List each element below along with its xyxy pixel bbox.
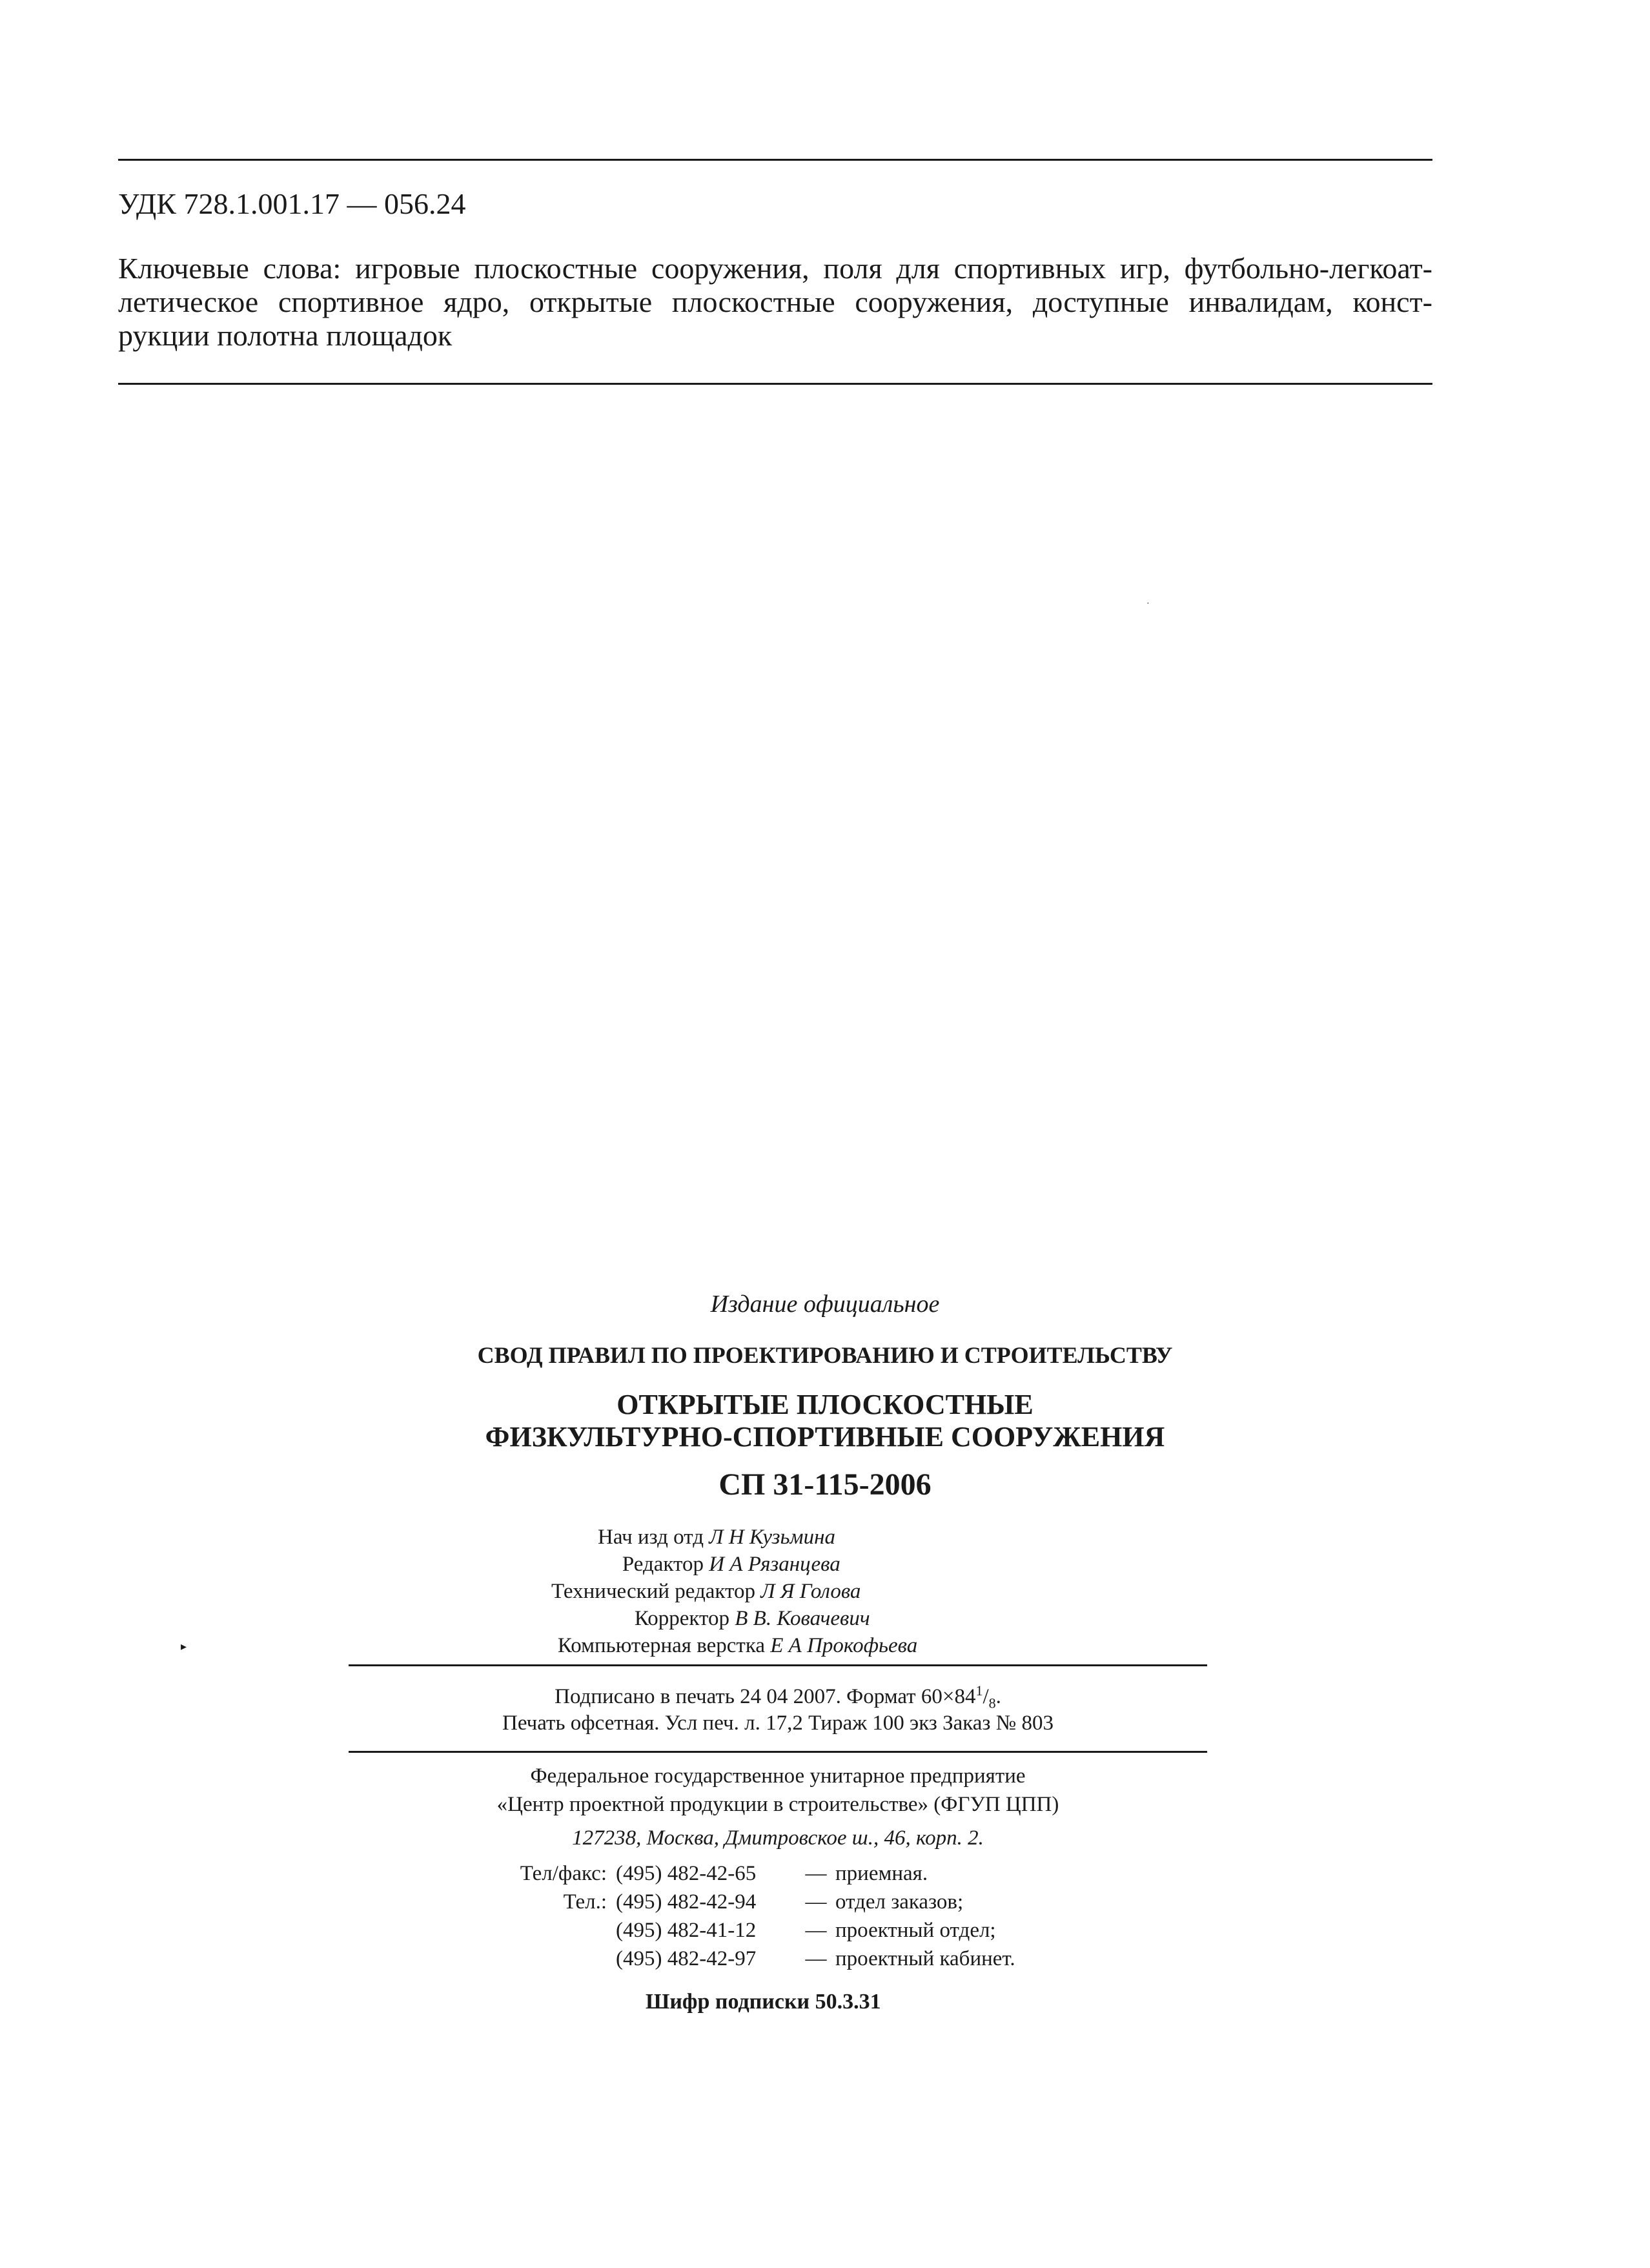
staff-name: Л Я Голова xyxy=(760,1580,861,1603)
contact-dash: — xyxy=(805,1947,827,1970)
contact-label: Тел.: xyxy=(563,1890,607,1914)
staff-name: В В. Ковачевич xyxy=(735,1607,870,1630)
staff-row xyxy=(555,1524,917,1551)
staff-row xyxy=(529,1578,917,1605)
print-info-text: Подписано в печать 24 04 2007. Формат 60×84 xyxy=(555,1685,976,1708)
subscription-code: Шифр подписки 50.3.31 xyxy=(646,1990,881,2014)
print-info-line-1: Подписано в печать 24 04 2007. Формат $60\times 84^1/_8$. xyxy=(555,1682,1001,1711)
contact-row xyxy=(491,1888,1015,1916)
print-info-line-2: Печать офсетная. Усл печ. л. 17,2 Тираж 100 экз Заказ № 803 xyxy=(502,1711,1054,1735)
staff-role: Редактор xyxy=(622,1553,704,1576)
keywords-line: рукции полотна площадок xyxy=(118,319,453,352)
contact-dept: отдел заказов; xyxy=(835,1890,964,1914)
contact-dept: проектный отдел; xyxy=(835,1919,996,1942)
document-title-line-2: ФИЗКУЛЬТУРНО-СПОРТИВНЫЕ СООРУЖЕНИЯ xyxy=(485,1421,1165,1453)
publisher-line-1: Федеральное государственное унитарное предприятие xyxy=(530,1764,1026,1788)
format-sub: 8 xyxy=(988,1695,996,1711)
publisher-address: 127238, Москва, Дмитровское ш., 46, корп. 2. xyxy=(572,1826,984,1850)
edition-label: Издание официальное xyxy=(710,1291,940,1318)
contact-row xyxy=(491,1945,1015,1973)
staff-role: Нач изд отд xyxy=(598,1526,704,1549)
staff-row xyxy=(536,1632,917,1659)
staff-rule xyxy=(349,1664,1207,1666)
contact-row xyxy=(491,1916,1015,1945)
contact-phone: (495) 482-42-65 xyxy=(616,1862,757,1885)
staff-name: Е А Прокофьева xyxy=(770,1634,918,1657)
staff-row xyxy=(555,1551,917,1578)
contact-phone: (495) 482-41-12 xyxy=(616,1919,757,1942)
staff-name: И А Рязанцева xyxy=(709,1553,840,1576)
staff-role: Компьютерная верстка xyxy=(557,1634,765,1657)
top-rule xyxy=(118,159,1432,161)
document-title-line-1: ОТКРЫТЫЕ ПЛОСКОСТНЫЕ xyxy=(616,1389,1034,1420)
stray-dot: · xyxy=(1146,599,1150,609)
staff-list xyxy=(551,1524,918,1659)
keywords-line: Ключевые слова: игровые плоскостные сооружения, поля для спортивных игр, футбольно-легкоат- xyxy=(118,252,1432,285)
keywords-paragraph xyxy=(118,252,1432,352)
contact-dash: — xyxy=(805,1862,827,1885)
staff-role: Технический редактор xyxy=(551,1580,755,1603)
contact-dept: приемная. xyxy=(835,1862,928,1885)
print-info-end: . xyxy=(995,1685,1001,1708)
staff-role: Корректор xyxy=(634,1607,729,1630)
contact-phone: (495) 482-42-94 xyxy=(616,1890,757,1914)
contact-dept: проектный кабинет. xyxy=(835,1947,1015,1970)
stray-arrow-mark: ▸ xyxy=(181,1640,187,1653)
udc-code: УДК 728.1.001.17 — 056.24 xyxy=(118,187,466,220)
publisher-rule xyxy=(349,1751,1207,1753)
format-sup: 1 xyxy=(975,1682,983,1699)
series-heading: СВОД ПРАВИЛ ПО ПРОЕКТИРОВАНИЮ И СТРОИТЕЛЬСТВУ xyxy=(477,1342,1173,1368)
contact-phone: (495) 482-42-97 xyxy=(616,1947,757,1970)
contact-dash: — xyxy=(805,1890,827,1914)
contact-dash: — xyxy=(805,1919,827,1942)
contact-label: Тел/факс: xyxy=(520,1862,607,1885)
staff-name: Л Н Кузьмина xyxy=(709,1526,835,1549)
staff-row xyxy=(555,1605,917,1632)
contacts-list xyxy=(491,1859,1015,1973)
contact-row xyxy=(491,1859,1015,1888)
publisher-line-2: «Центр проектной продукции в строительстве» (ФГУП ЦПП) xyxy=(496,1793,1059,1816)
document-code: СП 31-115-2006 xyxy=(718,1467,932,1502)
keywords-rule xyxy=(118,383,1432,385)
keywords-line: летическое спортивное ядро, открытые плоскостные сооружения, доступные инвалидам, конст- xyxy=(118,285,1432,318)
